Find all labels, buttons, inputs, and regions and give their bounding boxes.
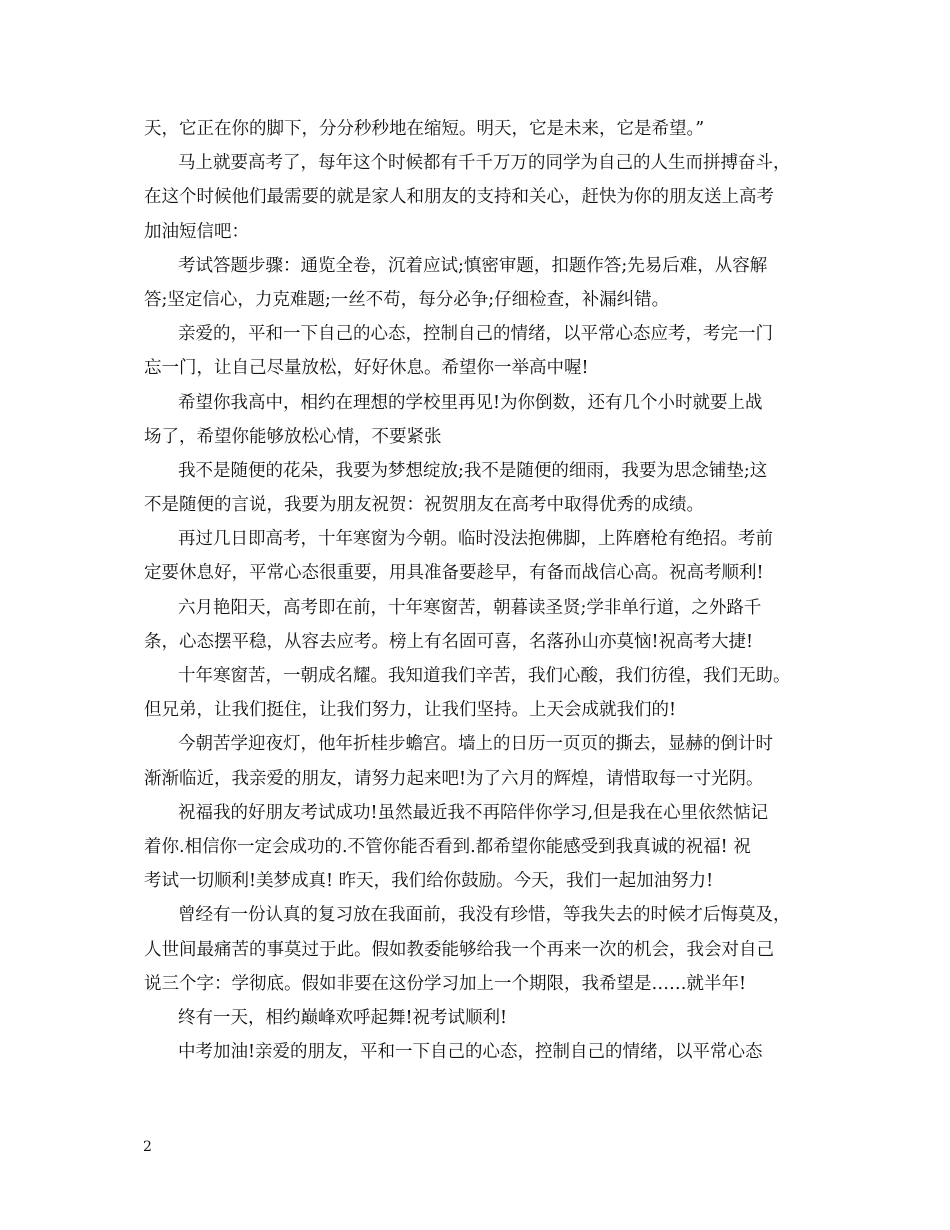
text-line: 但兄弟，让我们挺住，让我们努力，让我们坚持。上天会成就我们的! <box>144 700 677 721</box>
text-line: 忘一门，让自己尽量放松，好好休息。希望你一举高中喔! <box>144 358 589 379</box>
text-line: 渐渐临近，我亲爱的朋友，请努力起来吧!为了六月的辉煌，请惜取每一寸光阴。 <box>144 768 764 789</box>
text-line: 希望你我高中，相约在理想的学校里再见!为你倒数，还有几个小时就要上战 <box>178 392 763 413</box>
text-line: 中考加油!亲爱的朋友，平和一下自己的心态，控制自己的情绪，以平常心态 <box>178 1042 763 1063</box>
text-line: 着你.相信你一定会成功的.不管你能否看到.都希望你能感受到我真诚的祝福! 祝 <box>144 836 751 857</box>
text-line: 考试一切顺利!美梦成真! 昨天，我们给你鼓励。今天，我们一起加油努力! <box>144 871 714 892</box>
page-number: 2 <box>143 1139 152 1155</box>
text-line: 亲爱的，平和一下自己的心态，控制自己的情绪，以平常心态应考，考完一门 <box>178 324 773 345</box>
text-line: 祝福我的好朋友考试成功!虽然最近我不再陪伴你学习,但是我在心里依然惦记 <box>178 802 769 823</box>
text-line: 曾经有一份认真的复习放在我面前，我没有珍惜，等我失去的时候才后悔莫及， <box>178 905 791 926</box>
text-line: 加油短信吧： <box>144 221 249 242</box>
text-line: 再过几日即高考，十年寒窗为今朝。临时没法抱佛脚，上阵磨枪有绝招。考前 <box>178 529 773 550</box>
body-text <box>144 112 824 1069</box>
text-line: 条，心态摆平稳，从容去应考。榜上有名固可喜，名落孙山亦莫恼!祝高考大捷! <box>144 631 754 652</box>
text-line: 六月艳阳天，高考即在前，十年寒窗苦，朝暮读圣贤;学非单行道，之外路千 <box>178 597 762 618</box>
text-line: 定要休息好，平常心态很重要，用具准备要趁早，有备而战信心高。祝高考顺利! <box>144 563 764 584</box>
text-line: 答;坚定信心，力克难题;一丝不苟，每分必争;仔细检查，补漏纠错。 <box>144 289 670 310</box>
text-line: 终有一天，相约巅峰欢呼起舞!祝考试顺利! <box>178 1007 508 1028</box>
text-line: 场了，希望你能够放松心情，不要紧张 <box>144 426 442 447</box>
text-line: 马上就要高考了，每年这个时候都有千千万万的同学为自己的人生而拼搏奋斗， <box>178 153 791 174</box>
text-line: 说三个字：学彻底。假如非要在这份学习加上一个期限，我希望是……就半年! <box>144 973 747 994</box>
text-line: 考试答题步骤：通览全卷，沉着应试;慎密审题，扣题作答;先易后难，从容解 <box>178 255 768 276</box>
text-line: 十年寒窗苦，一朝成名耀。我知道我们辛苦，我们心酸，我们彷徨，我们无助。 <box>178 666 791 686</box>
text-line: 天，它正在你的脚下，分分秒秒地在缩短。明天，它是未来，它是希望。” <box>144 119 705 139</box>
text-line: 在这个时候他们最需要的就是家人和朋友的支持和关心，赶快为你的朋友送上高考 <box>144 187 774 208</box>
text-line: 人世间最痛苦的事莫过于此。假如教委能够给我一个再来一次的机会，我会对自己 <box>144 939 774 960</box>
text-line: 今朝苦学迎夜灯，他年折桂步蟾宫。墙上的日历一页页的撕去，显赫的倒计时 <box>178 734 773 755</box>
text-line: 我不是随便的花朵，我要为梦想绽放;我不是随便的细雨，我要为思念铺垫;这 <box>178 460 768 481</box>
text-line: 不是随便的言说，我要为朋友祝贺：祝贺朋友在高考中取得优秀的成绩。 <box>144 495 704 516</box>
